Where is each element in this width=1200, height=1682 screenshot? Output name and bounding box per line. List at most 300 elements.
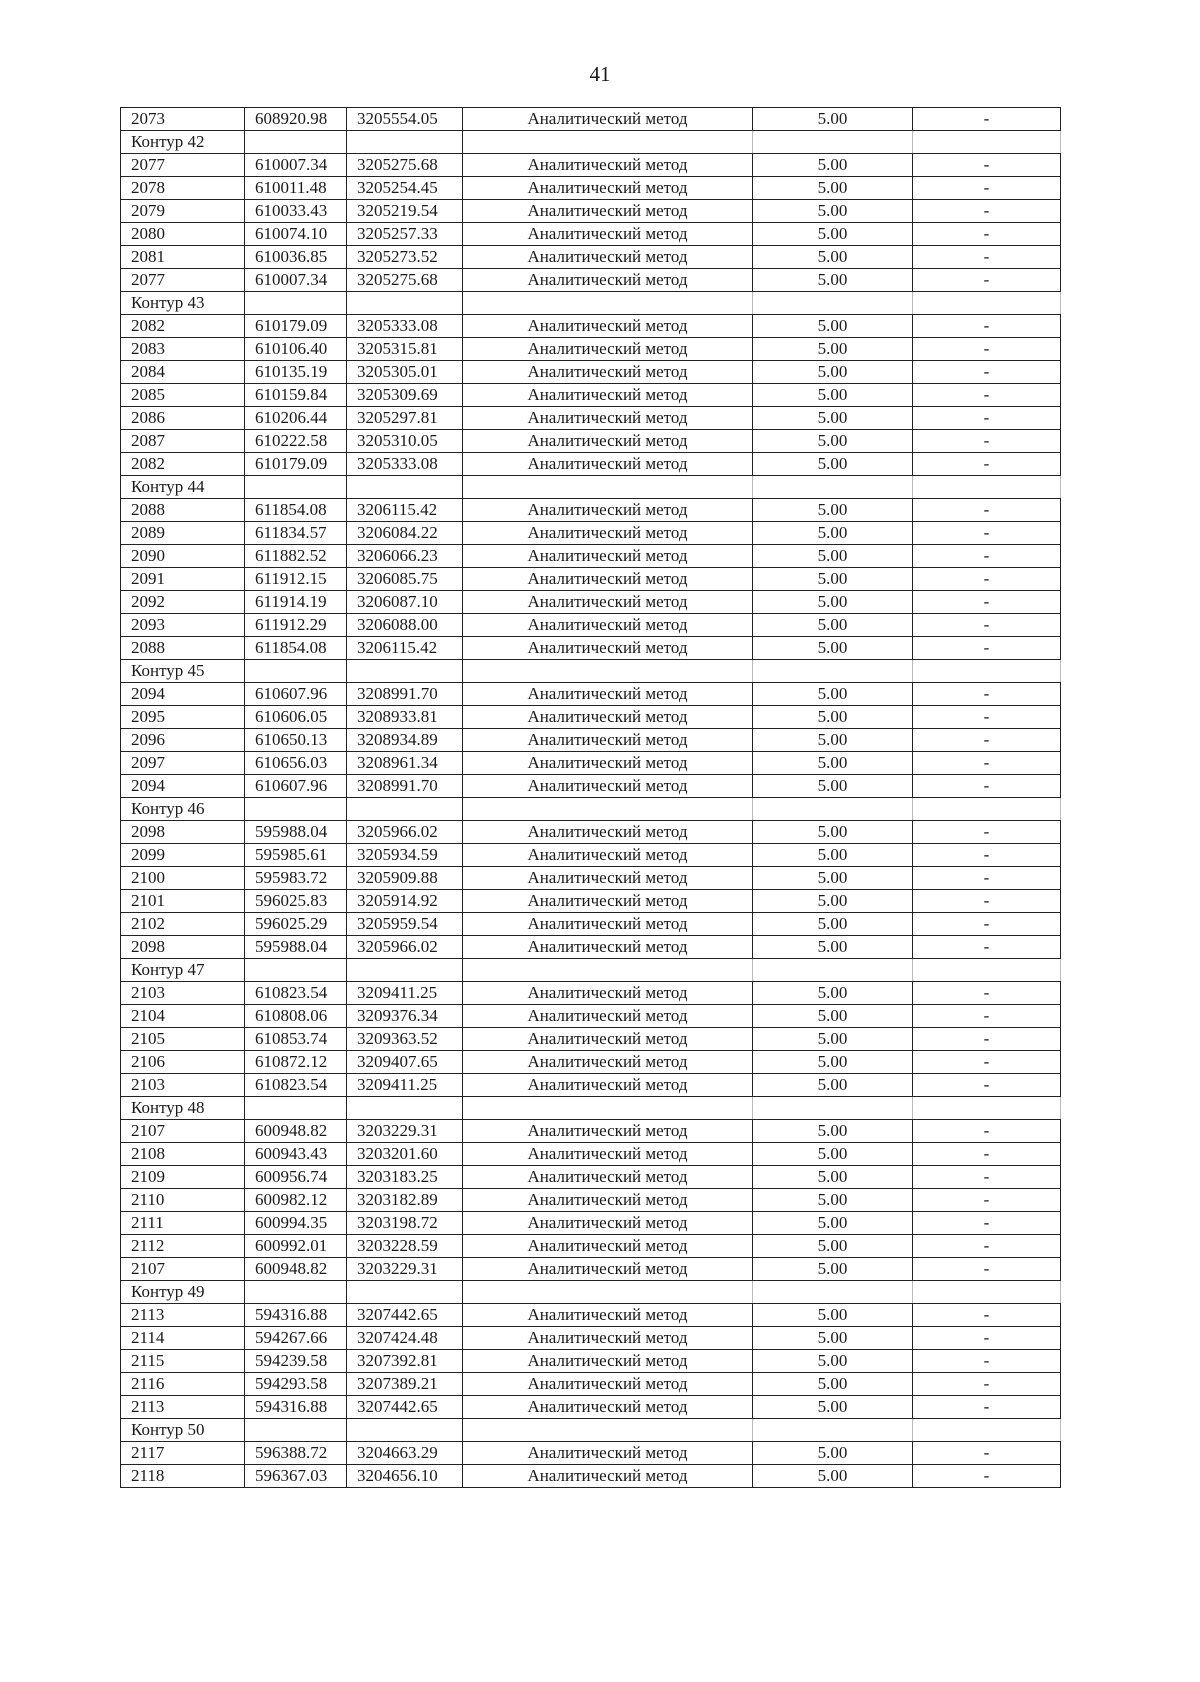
method-cell: Аналитический метод [463, 1028, 753, 1051]
y-coordinate-cell: 3207389.21 [347, 1373, 463, 1396]
y-coordinate-cell: 3208961.34 [347, 752, 463, 775]
y-coordinate-cell: 3205219.54 [347, 200, 463, 223]
error-cell: 5.00 [753, 1465, 913, 1488]
contour-header-row [121, 1419, 1061, 1442]
point-number-cell: 2105 [121, 1028, 245, 1051]
description-cell: - [913, 1166, 1061, 1189]
method-cell: Аналитический метод [463, 637, 753, 660]
empty-cell [753, 1419, 913, 1442]
x-coordinate-cell: 610222.58 [245, 430, 347, 453]
point-number-cell: 2082 [121, 453, 245, 476]
method-cell: Аналитический метод [463, 890, 753, 913]
y-coordinate-cell: 3205254.45 [347, 177, 463, 200]
error-cell: 5.00 [753, 1051, 913, 1074]
point-number-cell: 2103 [121, 1074, 245, 1097]
table-row [121, 1304, 1061, 1327]
point-number-cell: 2102 [121, 913, 245, 936]
point-number-cell: 2094 [121, 775, 245, 798]
y-coordinate-cell: 3203198.72 [347, 1212, 463, 1235]
method-cell: Аналитический метод [463, 706, 753, 729]
point-number-cell: 2077 [121, 269, 245, 292]
method-cell: Аналитический метод [463, 246, 753, 269]
y-coordinate-cell: 3207392.81 [347, 1350, 463, 1373]
error-cell: 5.00 [753, 1327, 913, 1350]
error-cell: 5.00 [753, 1442, 913, 1465]
description-cell: - [913, 108, 1061, 131]
empty-cell [245, 1097, 347, 1120]
method-cell: Аналитический метод [463, 1304, 753, 1327]
table-row [121, 729, 1061, 752]
table-row [121, 1005, 1061, 1028]
empty-cell [347, 131, 463, 154]
description-cell: - [913, 683, 1061, 706]
point-number-cell: 2114 [121, 1327, 245, 1350]
y-coordinate-cell: 3203229.31 [347, 1258, 463, 1281]
method-cell: Аналитический метод [463, 821, 753, 844]
description-cell: - [913, 1396, 1061, 1419]
x-coordinate-cell: 595983.72 [245, 867, 347, 890]
description-cell: - [913, 1212, 1061, 1235]
method-cell: Аналитический метод [463, 1327, 753, 1350]
x-coordinate-cell: 610656.03 [245, 752, 347, 775]
table-row [121, 384, 1061, 407]
method-cell: Аналитический метод [463, 545, 753, 568]
method-cell: Аналитический метод [463, 729, 753, 752]
contour-header-row [121, 959, 1061, 982]
description-cell: - [913, 591, 1061, 614]
error-cell: 5.00 [753, 361, 913, 384]
table-row [121, 821, 1061, 844]
method-cell: Аналитический метод [463, 913, 753, 936]
error-cell: 5.00 [753, 775, 913, 798]
y-coordinate-cell: 3209411.25 [347, 1074, 463, 1097]
point-number-cell: 2098 [121, 821, 245, 844]
error-cell: 5.00 [753, 913, 913, 936]
description-cell: - [913, 315, 1061, 338]
empty-cell [347, 1281, 463, 1304]
empty-cell [753, 1281, 913, 1304]
method-cell: Аналитический метод [463, 1189, 753, 1212]
y-coordinate-cell: 3206115.42 [347, 637, 463, 660]
contour-header-row [121, 476, 1061, 499]
empty-cell [753, 476, 913, 499]
method-cell: Аналитический метод [463, 338, 753, 361]
description-cell: - [913, 1028, 1061, 1051]
point-number-cell: 2088 [121, 637, 245, 660]
point-number-cell: 2096 [121, 729, 245, 752]
x-coordinate-cell: 608920.98 [245, 108, 347, 131]
empty-cell [913, 131, 1061, 154]
contour-header-row [121, 131, 1061, 154]
error-cell: 5.00 [753, 1212, 913, 1235]
table-row [121, 1143, 1061, 1166]
x-coordinate-cell: 600994.35 [245, 1212, 347, 1235]
contour-label-cell: Контур 45 [121, 660, 245, 683]
empty-cell [913, 476, 1061, 499]
x-coordinate-cell: 611912.29 [245, 614, 347, 637]
x-coordinate-cell: 610159.84 [245, 384, 347, 407]
description-cell: - [913, 1189, 1061, 1212]
method-cell: Аналитический метод [463, 1465, 753, 1488]
point-number-cell: 2109 [121, 1166, 245, 1189]
contour-header-row [121, 660, 1061, 683]
empty-cell [245, 660, 347, 683]
method-cell: Аналитический метод [463, 1235, 753, 1258]
description-cell: - [913, 775, 1061, 798]
y-coordinate-cell: 3204663.29 [347, 1442, 463, 1465]
error-cell: 5.00 [753, 637, 913, 660]
error-cell: 5.00 [753, 1166, 913, 1189]
y-coordinate-cell: 3203201.60 [347, 1143, 463, 1166]
y-coordinate-cell: 3205275.68 [347, 154, 463, 177]
method-cell: Аналитический метод [463, 775, 753, 798]
description-cell: - [913, 1143, 1061, 1166]
empty-cell [347, 660, 463, 683]
method-cell: Аналитический метод [463, 1350, 753, 1373]
empty-cell [463, 131, 753, 154]
method-cell: Аналитический метод [463, 1051, 753, 1074]
x-coordinate-cell: 596367.03 [245, 1465, 347, 1488]
table-row [121, 683, 1061, 706]
table-row [121, 1120, 1061, 1143]
y-coordinate-cell: 3205914.92 [347, 890, 463, 913]
x-coordinate-cell: 610606.05 [245, 706, 347, 729]
y-coordinate-cell: 3205273.52 [347, 246, 463, 269]
error-cell: 5.00 [753, 1258, 913, 1281]
x-coordinate-cell: 594316.88 [245, 1304, 347, 1327]
method-cell: Аналитический метод [463, 499, 753, 522]
description-cell: - [913, 1051, 1061, 1074]
table-row [121, 1327, 1061, 1350]
description-cell: - [913, 1350, 1061, 1373]
y-coordinate-cell: 3208934.89 [347, 729, 463, 752]
table-row [121, 223, 1061, 246]
error-cell: 5.00 [753, 154, 913, 177]
x-coordinate-cell: 610179.09 [245, 453, 347, 476]
description-cell: - [913, 177, 1061, 200]
error-cell: 5.00 [753, 200, 913, 223]
table-row [121, 407, 1061, 430]
table-row [121, 522, 1061, 545]
point-number-cell: 2093 [121, 614, 245, 637]
empty-cell [347, 959, 463, 982]
empty-cell [347, 1097, 463, 1120]
empty-cell [347, 798, 463, 821]
empty-cell [347, 1419, 463, 1442]
table-row [121, 200, 1061, 223]
point-number-cell: 2098 [121, 936, 245, 959]
error-cell: 5.00 [753, 499, 913, 522]
x-coordinate-cell: 611834.57 [245, 522, 347, 545]
x-coordinate-cell: 610607.96 [245, 683, 347, 706]
description-cell: - [913, 200, 1061, 223]
description-cell: - [913, 453, 1061, 476]
y-coordinate-cell: 3206088.00 [347, 614, 463, 637]
description-cell: - [913, 338, 1061, 361]
error-cell: 5.00 [753, 1304, 913, 1327]
table-row [121, 1189, 1061, 1212]
point-number-cell: 2092 [121, 591, 245, 614]
contour-label-cell: Контур 42 [121, 131, 245, 154]
description-cell: - [913, 430, 1061, 453]
point-number-cell: 2090 [121, 545, 245, 568]
error-cell: 5.00 [753, 1396, 913, 1419]
table-row [121, 637, 1061, 660]
point-number-cell: 2108 [121, 1143, 245, 1166]
point-number-cell: 2086 [121, 407, 245, 430]
method-cell: Аналитический метод [463, 936, 753, 959]
description-cell: - [913, 568, 1061, 591]
y-coordinate-cell: 3205305.01 [347, 361, 463, 384]
description-cell: - [913, 1005, 1061, 1028]
y-coordinate-cell: 3205966.02 [347, 821, 463, 844]
empty-cell [245, 959, 347, 982]
description-cell: - [913, 614, 1061, 637]
method-cell: Аналитический метод [463, 591, 753, 614]
point-number-cell: 2106 [121, 1051, 245, 1074]
point-number-cell: 2107 [121, 1258, 245, 1281]
point-number-cell: 2079 [121, 200, 245, 223]
error-cell: 5.00 [753, 1028, 913, 1051]
error-cell: 5.00 [753, 1005, 913, 1028]
empty-cell [913, 959, 1061, 982]
point-number-cell: 2118 [121, 1465, 245, 1488]
description-cell: - [913, 361, 1061, 384]
error-cell: 5.00 [753, 430, 913, 453]
method-cell: Аналитический метод [463, 1373, 753, 1396]
error-cell: 5.00 [753, 936, 913, 959]
table-row [121, 269, 1061, 292]
y-coordinate-cell: 3203229.31 [347, 1120, 463, 1143]
point-number-cell: 2107 [121, 1120, 245, 1143]
empty-cell [753, 798, 913, 821]
y-coordinate-cell: 3205275.68 [347, 269, 463, 292]
table-row [121, 591, 1061, 614]
empty-cell [463, 660, 753, 683]
error-cell: 5.00 [753, 591, 913, 614]
error-cell: 5.00 [753, 545, 913, 568]
table-row [121, 108, 1061, 131]
table-row [121, 246, 1061, 269]
empty-cell [463, 798, 753, 821]
method-cell: Аналитический метод [463, 1442, 753, 1465]
point-number-cell: 2087 [121, 430, 245, 453]
description-cell: - [913, 982, 1061, 1005]
y-coordinate-cell: 3206084.22 [347, 522, 463, 545]
error-cell: 5.00 [753, 982, 913, 1005]
table-row [121, 1074, 1061, 1097]
table-row [121, 867, 1061, 890]
y-coordinate-cell: 3205310.05 [347, 430, 463, 453]
y-coordinate-cell: 3205966.02 [347, 936, 463, 959]
x-coordinate-cell: 610106.40 [245, 338, 347, 361]
y-coordinate-cell: 3208991.70 [347, 683, 463, 706]
y-coordinate-cell: 3205909.88 [347, 867, 463, 890]
x-coordinate-cell: 610853.74 [245, 1028, 347, 1051]
description-cell: - [913, 1327, 1061, 1350]
x-coordinate-cell: 600948.82 [245, 1120, 347, 1143]
x-coordinate-cell: 610808.06 [245, 1005, 347, 1028]
empty-cell [463, 1419, 753, 1442]
method-cell: Аналитический метод [463, 361, 753, 384]
point-number-cell: 2083 [121, 338, 245, 361]
method-cell: Аналитический метод [463, 315, 753, 338]
empty-cell [913, 798, 1061, 821]
x-coordinate-cell: 594267.66 [245, 1327, 347, 1350]
y-coordinate-cell: 3205297.81 [347, 407, 463, 430]
contour-label-cell: Контур 49 [121, 1281, 245, 1304]
y-coordinate-cell: 3207442.65 [347, 1396, 463, 1419]
contour-label-cell: Контур 43 [121, 292, 245, 315]
error-cell: 5.00 [753, 1350, 913, 1373]
table-row [121, 177, 1061, 200]
y-coordinate-cell: 3209376.34 [347, 1005, 463, 1028]
method-cell: Аналитический метод [463, 1258, 753, 1281]
table-row [121, 1051, 1061, 1074]
table-row [121, 752, 1061, 775]
x-coordinate-cell: 594239.58 [245, 1350, 347, 1373]
point-number-cell: 2112 [121, 1235, 245, 1258]
point-number-cell: 2103 [121, 982, 245, 1005]
point-number-cell: 2099 [121, 844, 245, 867]
x-coordinate-cell: 594316.88 [245, 1396, 347, 1419]
point-number-cell: 2111 [121, 1212, 245, 1235]
method-cell: Аналитический метод [463, 982, 753, 1005]
x-coordinate-cell: 610607.96 [245, 775, 347, 798]
table-row [121, 430, 1061, 453]
empty-cell [913, 292, 1061, 315]
method-cell: Аналитический метод [463, 1005, 753, 1028]
empty-cell [753, 292, 913, 315]
point-number-cell: 2082 [121, 315, 245, 338]
method-cell: Аналитический метод [463, 614, 753, 637]
empty-cell [463, 1281, 753, 1304]
point-number-cell: 2116 [121, 1373, 245, 1396]
empty-cell [753, 1097, 913, 1120]
error-cell: 5.00 [753, 315, 913, 338]
description-cell: - [913, 223, 1061, 246]
error-cell: 5.00 [753, 614, 913, 637]
description-cell: - [913, 890, 1061, 913]
error-cell: 5.00 [753, 108, 913, 131]
point-number-cell: 2101 [121, 890, 245, 913]
table-row [121, 775, 1061, 798]
contour-header-row [121, 1281, 1061, 1304]
x-coordinate-cell: 610033.43 [245, 200, 347, 223]
error-cell: 5.00 [753, 683, 913, 706]
empty-cell [245, 1281, 347, 1304]
description-cell: - [913, 269, 1061, 292]
method-cell: Аналитический метод [463, 752, 753, 775]
table-row [121, 1442, 1061, 1465]
empty-cell [245, 798, 347, 821]
description-cell: - [913, 913, 1061, 936]
y-coordinate-cell: 3203228.59 [347, 1235, 463, 1258]
table-row [121, 890, 1061, 913]
empty-cell [753, 959, 913, 982]
table-row [121, 568, 1061, 591]
method-cell: Аналитический метод [463, 1212, 753, 1235]
error-cell: 5.00 [753, 177, 913, 200]
table-row [121, 614, 1061, 637]
contour-label-cell: Контур 50 [121, 1419, 245, 1442]
contour-header-row [121, 1097, 1061, 1120]
error-cell: 5.00 [753, 867, 913, 890]
error-cell: 5.00 [753, 844, 913, 867]
empty-cell [463, 1097, 753, 1120]
y-coordinate-cell: 3205333.08 [347, 453, 463, 476]
y-coordinate-cell: 3205959.54 [347, 913, 463, 936]
x-coordinate-cell: 595985.61 [245, 844, 347, 867]
error-cell: 5.00 [753, 568, 913, 591]
x-coordinate-cell: 611882.52 [245, 545, 347, 568]
contour-label-cell: Контур 46 [121, 798, 245, 821]
x-coordinate-cell: 610074.10 [245, 223, 347, 246]
x-coordinate-cell: 610011.48 [245, 177, 347, 200]
contour-label-cell: Контур 47 [121, 959, 245, 982]
x-coordinate-cell: 600948.82 [245, 1258, 347, 1281]
empty-cell [753, 660, 913, 683]
method-cell: Аналитический метод [463, 154, 753, 177]
method-cell: Аналитический метод [463, 223, 753, 246]
empty-cell [463, 476, 753, 499]
empty-cell [913, 1281, 1061, 1304]
table-row [121, 844, 1061, 867]
point-number-cell: 2081 [121, 246, 245, 269]
x-coordinate-cell: 596025.83 [245, 890, 347, 913]
point-number-cell: 2097 [121, 752, 245, 775]
x-coordinate-cell: 595988.04 [245, 821, 347, 844]
point-number-cell: 2080 [121, 223, 245, 246]
method-cell: Аналитический метод [463, 844, 753, 867]
y-coordinate-cell: 3203183.25 [347, 1166, 463, 1189]
point-number-cell: 2084 [121, 361, 245, 384]
error-cell: 5.00 [753, 1074, 913, 1097]
point-number-cell: 2115 [121, 1350, 245, 1373]
empty-cell [913, 660, 1061, 683]
x-coordinate-cell: 596025.29 [245, 913, 347, 936]
description-cell: - [913, 706, 1061, 729]
point-number-cell: 2088 [121, 499, 245, 522]
y-coordinate-cell: 3205554.05 [347, 108, 463, 131]
method-cell: Аналитический метод [463, 177, 753, 200]
empty-cell [463, 292, 753, 315]
method-cell: Аналитический метод [463, 384, 753, 407]
table-row [121, 361, 1061, 384]
table-row [121, 545, 1061, 568]
empty-cell [347, 292, 463, 315]
x-coordinate-cell: 611854.08 [245, 637, 347, 660]
method-cell: Аналитический метод [463, 453, 753, 476]
table-row [121, 1465, 1061, 1488]
description-cell: - [913, 246, 1061, 269]
empty-cell [245, 131, 347, 154]
table-row [121, 1396, 1061, 1419]
table-row [121, 154, 1061, 177]
description-cell: - [913, 1258, 1061, 1281]
description-cell: - [913, 936, 1061, 959]
x-coordinate-cell: 610135.19 [245, 361, 347, 384]
point-number-cell: 2073 [121, 108, 245, 131]
empty-cell [463, 959, 753, 982]
empty-cell [245, 292, 347, 315]
description-cell: - [913, 154, 1061, 177]
empty-cell [913, 1419, 1061, 1442]
y-coordinate-cell: 3205315.81 [347, 338, 463, 361]
table-row [121, 1350, 1061, 1373]
error-cell: 5.00 [753, 729, 913, 752]
error-cell: 5.00 [753, 246, 913, 269]
